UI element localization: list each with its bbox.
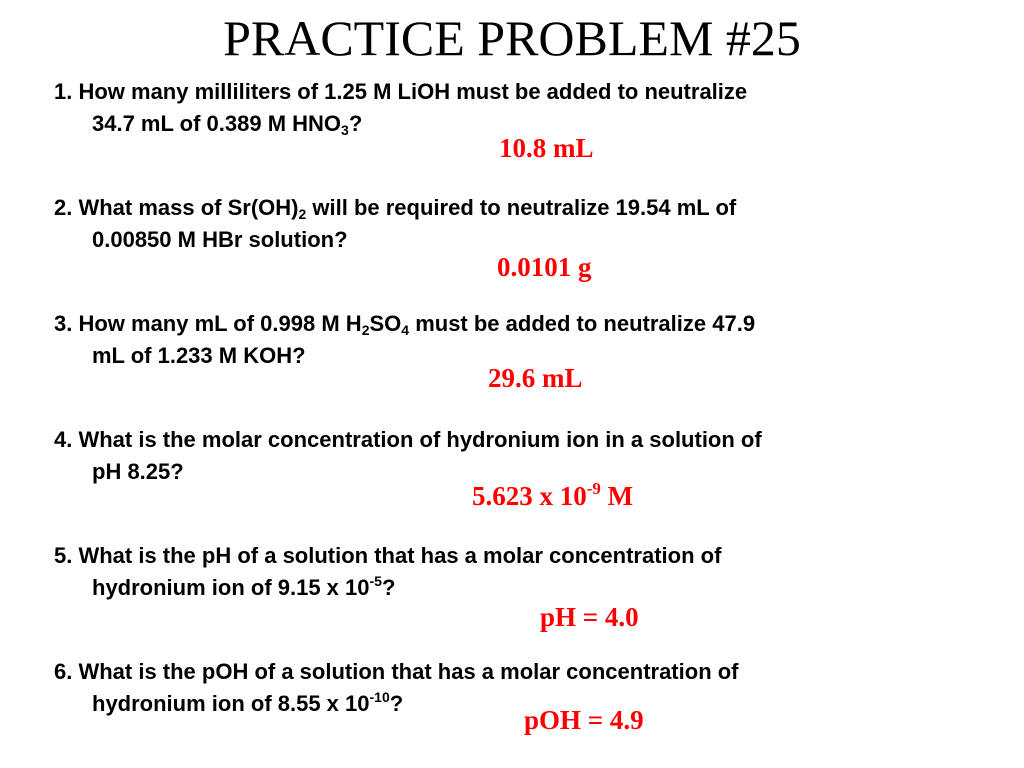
- problem-2-text-b: will be required to neutralize 19.54 mL of: [306, 195, 737, 220]
- problem-5-text: hydronium ion of 9.15 x 10: [92, 575, 370, 600]
- problem-3-line-2: mL of 1.233 M KOH?: [92, 343, 306, 368]
- problem-2-subscript: 2: [298, 206, 307, 222]
- problem-2-line-2: 0.00850 M HBr solution?: [92, 227, 348, 252]
- problem-5-exponent: -5: [369, 573, 382, 589]
- problem-3-subscript-2: 4: [401, 322, 410, 338]
- problem-3-text-b: SO: [369, 311, 402, 336]
- problem-2-text-a: 2. What mass of Sr(OH): [54, 195, 299, 220]
- problem-5-line-1: 5. What is the pH of a solution that has a molar concentration of: [54, 543, 722, 568]
- problem-4-line-2: pH 8.25?: [92, 459, 184, 484]
- page-title: PRACTICE PROBLEM #25: [223, 10, 801, 66]
- problem-1-question-mark: ?: [348, 111, 363, 136]
- problem-1-line-1: 1. How many milliliters of 1.25 M LiOH must be added to neutralize: [54, 79, 748, 104]
- problem-1-text: 34.7 mL of 0.389 M HNO: [92, 111, 342, 136]
- problem-4-answer-base: 5.623 x 10: [472, 481, 587, 511]
- problem-1-answer: 10.8 mL: [499, 133, 594, 163]
- problem-2-answer: 0.0101 g: [497, 252, 592, 282]
- problem-2-question: [54, 192, 984, 256]
- problem-3-subscript-1: 2: [361, 322, 370, 338]
- problem-6-question-mark: ?: [389, 691, 404, 716]
- problem-4-answer: [472, 479, 633, 513]
- problem-4-answer-unit: M: [600, 481, 634, 511]
- problem-4-answer-exponent: -9: [586, 479, 601, 498]
- problem-3-text-c: must be added to neutralize 47.9: [409, 311, 756, 336]
- problem-2-line-1: [54, 192, 984, 224]
- problem-6-text: hydronium ion of 8.55 x 10: [92, 691, 370, 716]
- problem-6-exponent: -10: [369, 689, 390, 705]
- problem-6-line-2: [54, 688, 984, 720]
- problem-5-line-2: [54, 572, 984, 604]
- problem-6-question: [54, 656, 984, 720]
- problem-5-question: [54, 540, 984, 604]
- problem-3-text-a: 3. How many mL of 0.998 M H: [54, 311, 362, 336]
- problem-5-answer: pH = 4.0: [540, 602, 639, 632]
- problem-5-question-mark: ?: [381, 575, 396, 600]
- problem-6-answer: pOH = 4.9: [524, 705, 644, 735]
- problem-3-answer: 29.6 mL: [488, 363, 583, 393]
- problem-6-line-1: 6. What is the pOH of a solution that has a molar concentration of: [54, 659, 739, 684]
- problem-3-line-1: [54, 308, 984, 340]
- problem-1-subscript: 3: [341, 122, 349, 138]
- problem-4-line-1: 4. What is the molar concentration of hydronium ion in a solution of: [54, 427, 762, 452]
